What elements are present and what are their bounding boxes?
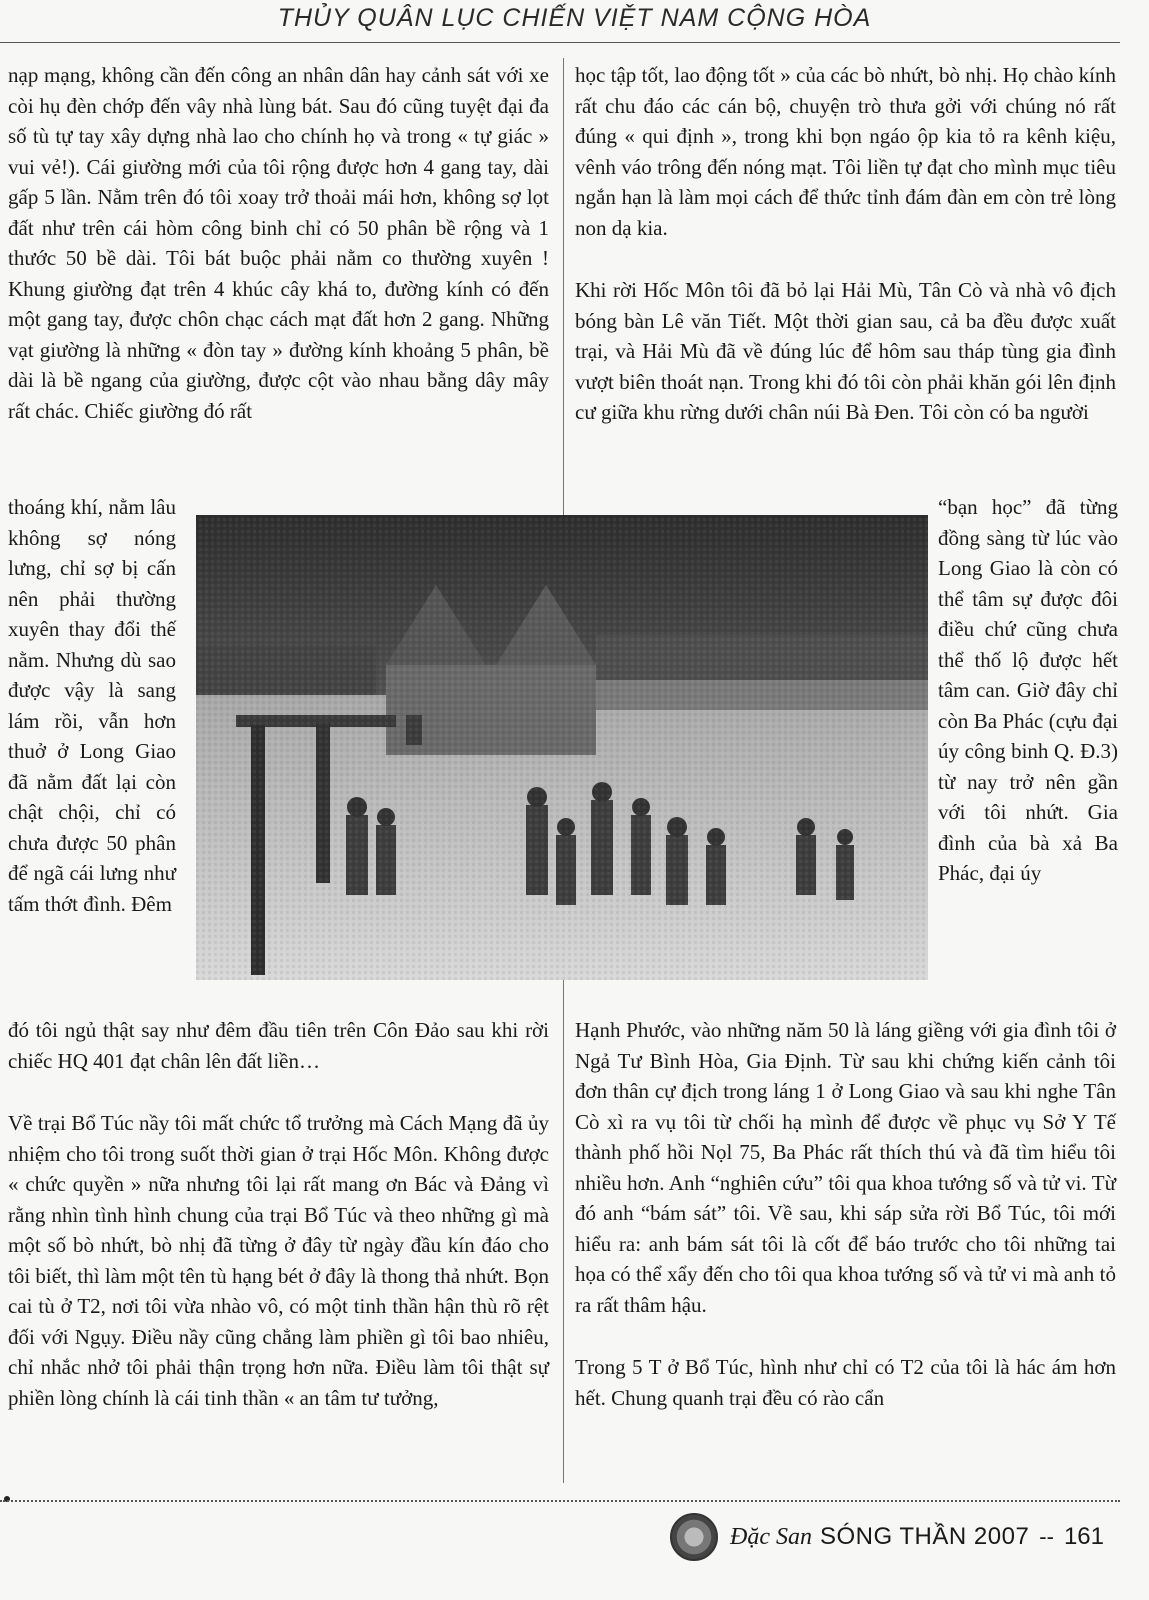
- page-footer: [670, 1512, 1104, 1562]
- left-column-wrap-text: thoáng khí, nằm lâu không sợ nóng lưng, chỉ sợ bị cấn nên phải thường xuyên thay đổi thế nằm. Nhưng dù sao được vậy là sang lám rồi, vẫn hơn thuở ở Long Giao đã nằm đất lại còn chật chội, chỉ có chưa được 50 phân để ngã cái lưng như tấm thớt đình. Đêm: [8, 495, 176, 916]
- camp-photo-illustration: [196, 515, 928, 980]
- right-column-wrap-text: “bạn học” đã từng đồng sàng từ lúc vào Long Giao là còn có thể tâm sự được đôi điều chứ cũng chưa thể thố lộ được hết tâm can. Giờ đây chỉ còn Ba Phác (cựu đại úy công binh Q. Đ.3) từ nay trở nên gần với tôi nhứt. Gia đình của bà xả Ba Phác, đại úy: [938, 495, 1118, 885]
- paragraph: đó tôi ngủ thật say như đêm đầu tiên trên Côn Đảo sau khi rời chiếc HQ 401 đạt chân lên đất liền…: [8, 1018, 549, 1073]
- magazine-label: Đặc San: [730, 1523, 812, 1550]
- paragraph: Trong 5 T ở Bổ Túc, hình như chỉ có T2 của tôi là hác ám hơn hết. Chung quanh trại đều có rào cẩn: [575, 1355, 1116, 1410]
- camp-photo: [196, 515, 928, 980]
- paragraph: Về trại Bổ Túc nầy tôi mất chức tổ trưởng mà Cách Mạng đã ủy nhiệm cho tôi trong suốt thời gian ở trại Hốc Môn. Không được « chức quyền » nữa nhưng tôi lại rất mang ơn Bác và Đảng vì rằng nhìn tình hình chung của trại Bổ Túc và theo những gì mà một số bò nhứt, bò nhị đã từng ở đây từ ngày đầu kín đáo cho tôi biết, thì làm một tên tù hạng bét ở đây là thong thả nhứt. Bọn cai tù ở T2, nơi tôi vừa nhào vô, có một tinh thần hận thù rõ rệt đối với Ngụy. Điều nầy cũng chẳng làm phiền gì tôi bao nhiêu, chỉ nhắc nhở tôi phải thận trọng hơn nữa. Điều làm tôi thật sự phiền lòng chính là cái tinh thần « an tâm tư tưởng,: [8, 1111, 549, 1410]
- page-number: 161: [1063, 1523, 1104, 1550]
- left-column-bottom: [8, 1015, 549, 1413]
- magazine-title: SÓNG THẦN 2007: [819, 1523, 1030, 1550]
- paragraph: nạp mạng, không cần đến công an nhân dân hay cảnh sát với xe còi hụ đèn chớp đến vây nhà lùng bát. Sau đó cũng tuyệt đại đa số tù tự tay xây dựng nhà lao cho chính họ và trong « tự giác » vui vẻ!). Cái giường mới của tôi rộng được hơn 4 gang tay, dài gấp 5 lần. Nằm trên đó tôi xoay trở thoải mái hơn, không sợ lọt đất như trên cái hòm công binh chỉ có 50 phân bề rộng và 1 thước 50 bề dài. Tôi bát buộc phải nằm co thường xuyên ! Khung giường đạt trên 4 khúc cây khá to, đường kính có đến một gang tay, được chôn chạc cách mạt đất hơn 2 gang. Những vạt giường là những « đòn tay » đường kính khoảng 5 phân, bề dài là bề ngang của giường, được cột vào nhau bằng dây mây rất chác. Chiếc giường đó rất: [8, 63, 549, 423]
- header-rule: [0, 42, 1120, 43]
- emblem-seal-icon: [670, 1513, 718, 1561]
- paragraph: học tập tốt, lao động tốt » của các bò nhứt, bò nhị. Họ chào kính rất chu đáo các cán bộ, chuyện trò thưa gởi với chúng nó rất đúng « qui định », trong khi bọn ngáo ộp kia tỏ ra kênh kiệu, vênh váo trông đến nóng mạt. Tôi liền tự đạt cho mình mục tiêu ngắn hạn là làm mọi cách để thức tỉnh đám đàn em còn trẻ lòng non dạ kia.: [575, 63, 1116, 240]
- paragraph: Hạnh Phước, vào những năm 50 là láng giềng với gia đình tôi ở Ngả Tư Bình Hòa, Gia Định. Từ sau khi chứng kiến cảnh tôi đơn thân cự địch trong láng 1 ở Long Giao và sau khi nghe Tân Cò xì ra vụ tôi từ chối hạ mình để được về phục vụ Sở Y Tế thành phố hồi Nọl 75, Ba Phác rất thích thú và đã tìm hiểu tôi nhiều hơn. Anh “nghiên cứu” tôi qua khoa tướng số và tử vi. Từ đó anh “bám sát” tôi. Về sau, khi sáp sửa rời Bổ Túc, tôi mới hiểu ra: anh bám sát tôi là cốt để báo trước cho tôi những tai họa có thể xẩy đến cho tôi qua khoa tướng số và tử vi mà anh tỏ ra rất thâm hậu.: [575, 1018, 1116, 1317]
- right-column-top: [575, 60, 1116, 428]
- left-column-top: [8, 60, 549, 426]
- footer-rule: [0, 1500, 1120, 1502]
- right-column-bottom: [575, 1015, 1116, 1413]
- paragraph: Khi rời Hốc Môn tôi đã bỏ lại Hải Mù, Tân Cò và nhà vô địch bóng bàn Lê văn Tiết. Một thời gian sau, cả ba đều được xuất trại, và Hải Mù đã về đúng lúc để hôm sau tháp tùng gia đình vượt biên thoát nạn. Trong khi đó tôi còn phải khăn gói lên định cư giữa khu rừng dưới chân núi Bà Đen. Tôi còn có ba người: [575, 278, 1116, 424]
- running-header: THỦY QUÂN LỤC CHIẾN VIỆT NAM CỘNG HÒA: [277, 4, 872, 32]
- footer-separator: --: [1039, 1524, 1054, 1549]
